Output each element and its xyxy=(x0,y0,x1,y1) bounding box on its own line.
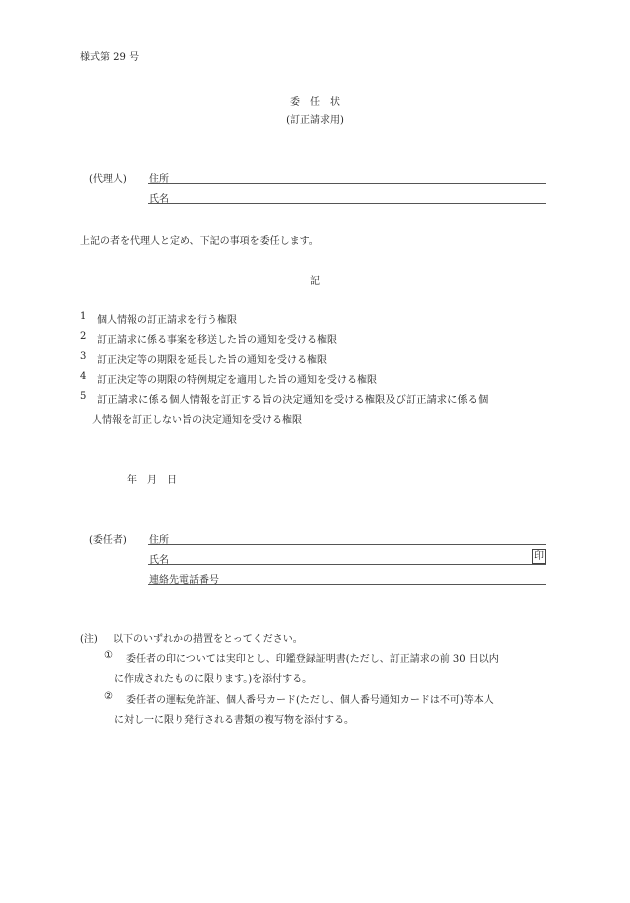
agent-address-field[interactable] xyxy=(148,183,546,184)
notes-intro: 以下のいずれかの措置をとってください。 xyxy=(113,634,303,645)
list-item: 訂正請求に係る事案を移送した旨の通知を受ける権限 xyxy=(97,335,337,346)
principal-name-label: 氏名 xyxy=(149,555,169,566)
delegation-statement: 上記の者を代理人と定め、下記の事項を委任します。 xyxy=(80,236,319,247)
list-item: 訂正請求に係る個人情報を訂正する旨の決定通知を受ける権限及び訂正請求に係る個 xyxy=(97,394,489,406)
document-title: 委 任 状 xyxy=(290,97,340,108)
list-item-continuation: 人情報を訂正しない旨の決定通知を受ける権限 xyxy=(92,415,302,426)
list-item: 訂正決定等の期限の特例規定を適用した旨の通知を受ける権限 xyxy=(97,375,377,386)
document-subtitle: (訂正請求用) xyxy=(286,115,344,126)
note-mark: ① xyxy=(104,650,113,661)
agent-address-label: 住所 xyxy=(149,174,169,185)
date-line: 年 月 日 xyxy=(127,475,177,486)
agent-name-field[interactable] xyxy=(148,203,546,204)
list-item-number: 5 xyxy=(80,391,87,402)
note-line: に対し一に限り発行される書類の複写物を添付する。 xyxy=(114,715,354,726)
note-line: に作成されたものに限ります。)を添付する。 xyxy=(114,674,313,685)
principal-phone-label: 連絡先電話番号 xyxy=(149,575,219,586)
agent-role-label: (代理人) xyxy=(89,174,127,185)
form-number: 様式第 29 号 xyxy=(80,52,140,63)
list-item-number: 2 xyxy=(80,331,87,342)
list-item-number: 1 xyxy=(80,311,87,322)
list-item: 訂正決定等の期限を延長した旨の通知を受ける権限 xyxy=(97,355,327,366)
ki-heading: 記 xyxy=(310,276,320,287)
list-item-number: 4 xyxy=(80,371,87,382)
principal-name-field[interactable] xyxy=(148,564,546,565)
note-mark: ② xyxy=(104,691,113,702)
list-item: 個人情報の訂正請求を行う権限 xyxy=(97,315,237,326)
seal-mark: 印 xyxy=(534,551,544,562)
principal-role-label: (委任者) xyxy=(89,535,127,546)
note-line: 委任者の印については実印とし、印鑑登録証明書(ただし、訂正請求の前 30 日以内 xyxy=(126,654,499,665)
principal-address-label: 住所 xyxy=(149,535,169,546)
list-item-number: 3 xyxy=(80,351,87,362)
notes-label: (注) xyxy=(80,634,98,645)
principal-address-field[interactable] xyxy=(148,544,546,545)
note-line: 委任者の運転免許証、個人番号カード(ただし、個人番号通知カードは不可)等本人 xyxy=(126,695,494,706)
agent-name-label: 氏名 xyxy=(149,194,169,205)
principal-phone-field[interactable] xyxy=(148,584,546,585)
